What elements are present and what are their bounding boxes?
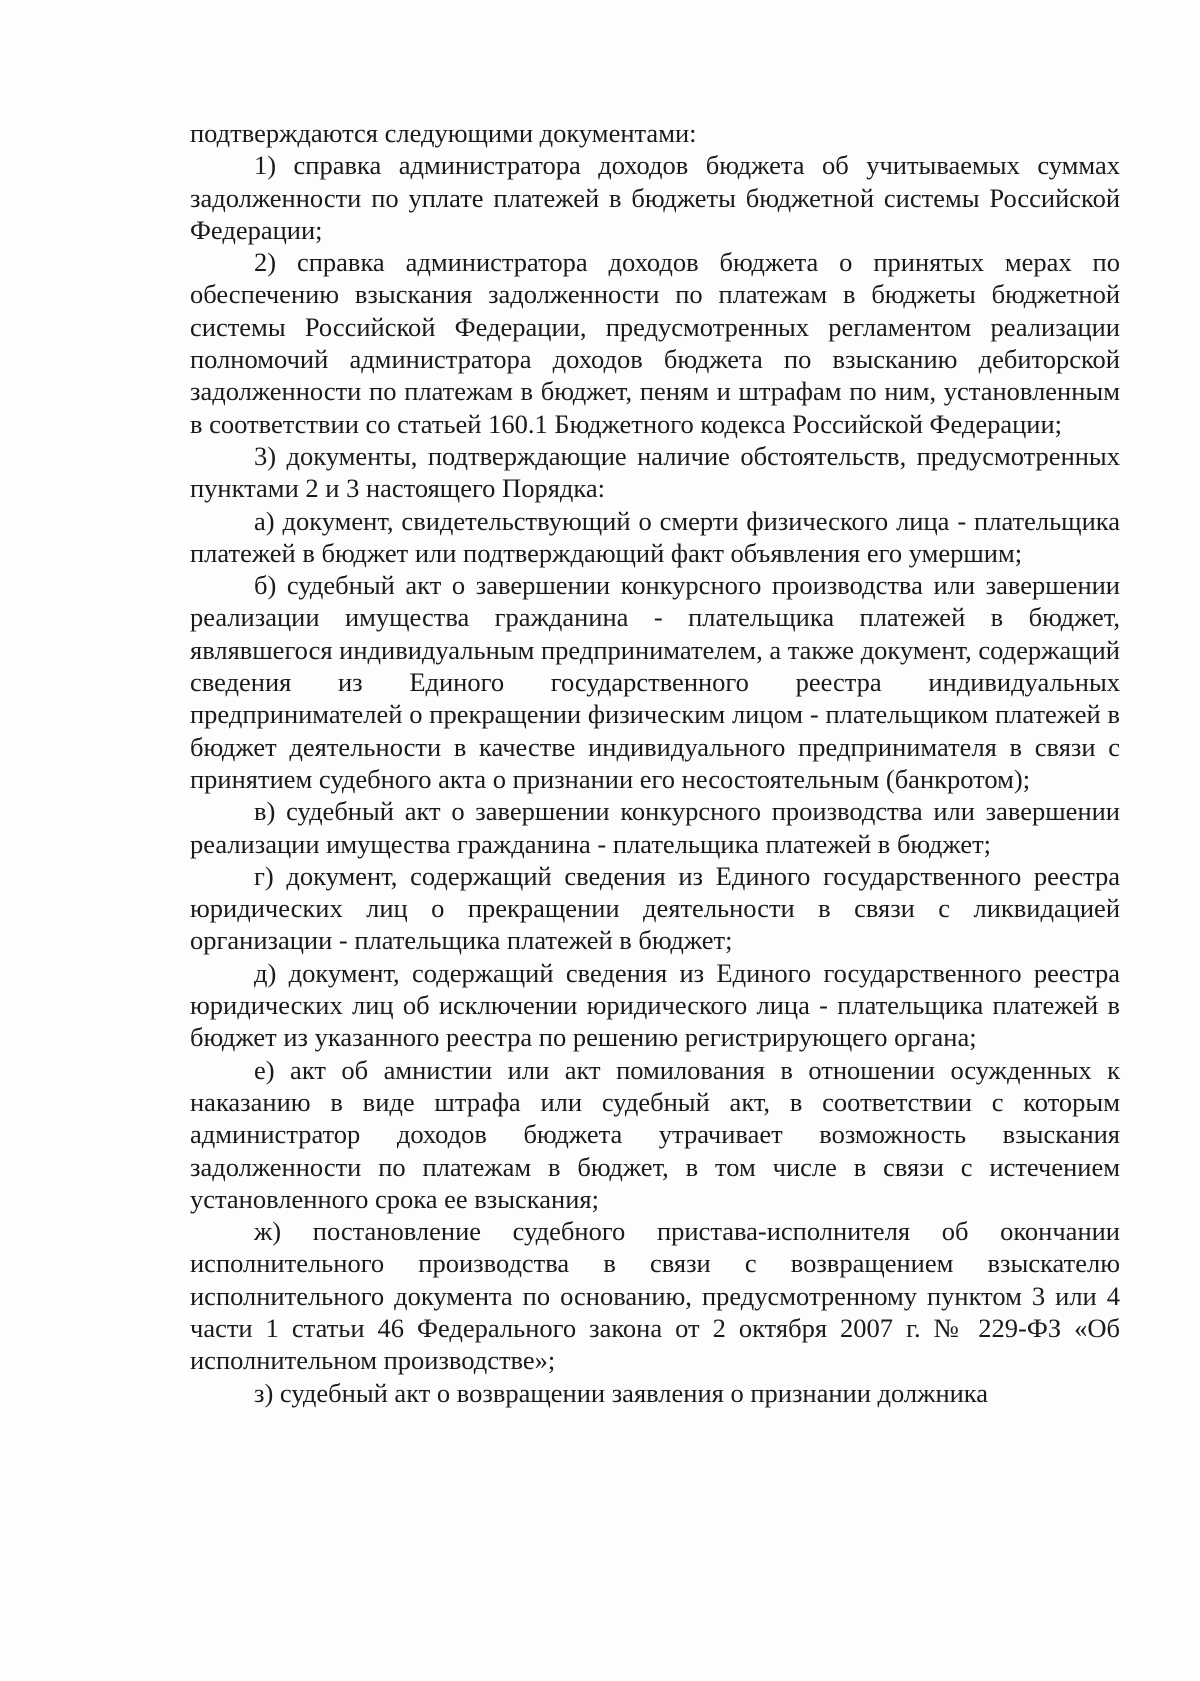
paragraph-item-2: 2) справка администратора доходов бюджета о принятых мерах по обеспечению взыскания задолженности по платежам в бюджеты бюджетной системы Российской Федерации, предусмотренных регламентом реализации полномочий администратора доходов бюджета по взысканию дебиторской задолженности по платежам в бюджет, пеням и штрафам по ним, установленным в соответствии со статьей 160.1 Бюджетного кодекса Российской Федерации; <box>190 247 1120 439</box>
paragraph-intro: подтверждаются следующими документами: <box>190 118 697 148</box>
paragraph-subitem-g: г) документ, содержащий сведения из Единого государственного реестра юридических лиц о прекращении деятельности в связи с ликвидацией организации - плательщика платежей в бюджет; <box>190 860 1120 956</box>
paragraph-subitem-z: з) судебный акт о возвращении заявления о признании должника <box>254 1377 989 1408</box>
paragraph-subitem-d: д) документ, содержащий сведения из Единого государственного реестра юридических лиц об исключении юридического лица - плательщика платежей в бюджет из указанного реестра по решению регистрирующего органа; <box>190 957 1120 1053</box>
paragraph-item-1: 1) справка администратора доходов бюджета об учитываемых суммах задолженности по уплате платежей в бюджеты бюджетной системы Российской Федерации; <box>190 150 1120 245</box>
paragraph-subitem-a: а) документ, свидетельствующий о смерти физического лица - плательщика платежей в бюджет или подтверждающий факт объявления его умершим; <box>190 505 1120 568</box>
document-body <box>190 117 1120 1409</box>
paragraph-subitem-b: б) судебный акт о завершении конкурсного производства или завершении реализации имущества гражданина - плательщика платежей в бюджет, являвшегося индивидуальным предпринимателем, а также документ, содержащий сведения из Единого государственного реестра индивидуальных предпринимателей о прекращении физическим лицом - плательщиком платежей в бюджет деятельности в качестве индивидуального предпринимателя в связи с принятием судебного акта о признании его несостоятельным (банкротом); <box>190 570 1120 794</box>
paragraph-item-3: 3) документы, подтверждающие наличие обстоятельств, предусмотренных пунктами 2 и 3 настоящего Порядка: <box>190 440 1120 504</box>
paragraph-subitem-v: в) судебный акт о завершении конкурсного производства или завершении реализации имущества гражданина - плательщика платежей в бюджет; <box>190 796 1120 859</box>
paragraph-subitem-e: е) акт об амнистии или акт помилования в отношении осужденных к наказанию в виде штрафа или судебный акт, в соответствии с которым администратор доходов бюджета утрачивает возможность взыскания задолженности по платежам в бюджет, в том числе в связи с истечением установленного срока ее взыскания; <box>190 1054 1120 1214</box>
paragraph-subitem-zh: ж) постановление судебного пристава-исполнителя об окончании исполнительного производства в связи с возвращением взыскателю исполнительного документа по основанию, предусмотренному пунктом 3 или 4 части 1 статьи 46 Федерального закона от 2 октября 2007 г. № 229-ФЗ «Об исполнительном производстве»; <box>190 1216 1120 1376</box>
